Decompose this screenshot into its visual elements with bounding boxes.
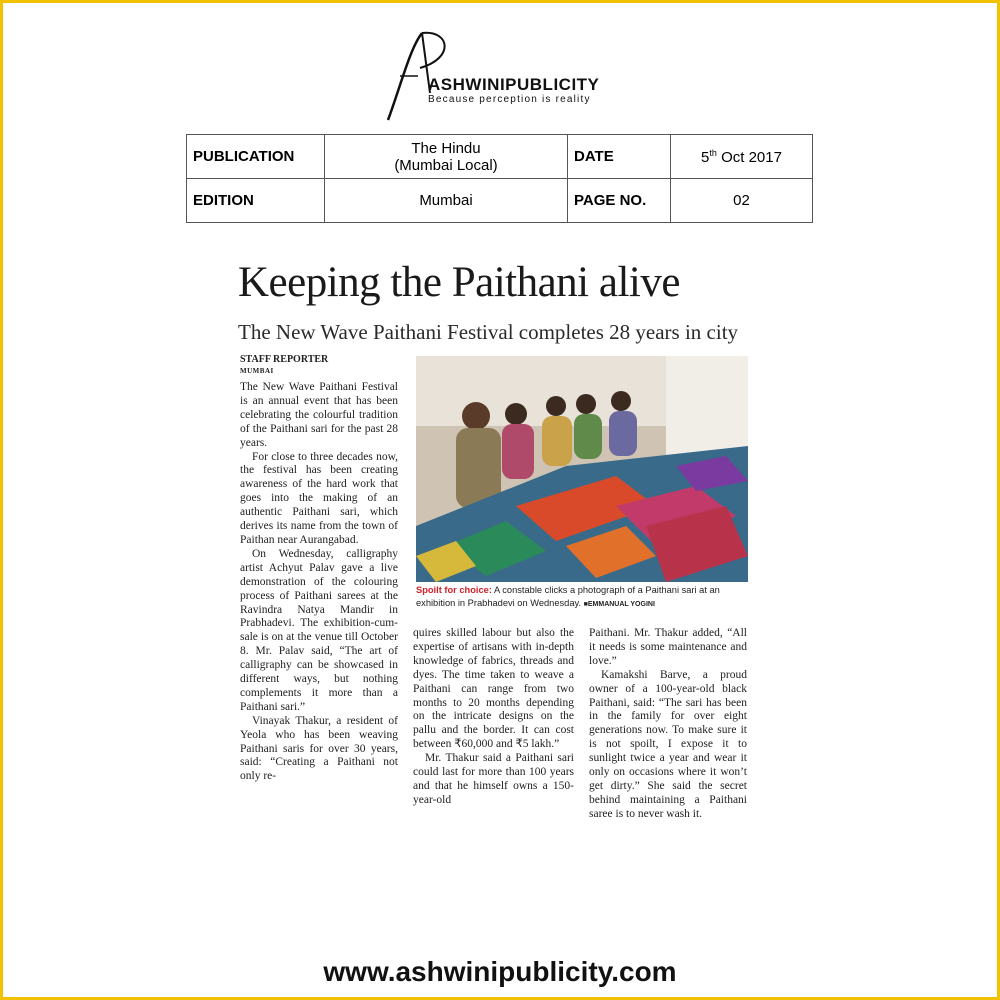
article-column-2 <box>413 627 574 808</box>
photo-credit: ■EMMANUAL YOGINI <box>583 600 655 608</box>
caption-lead: Spoilt for choice: <box>416 585 492 595</box>
publication-name: The Hindu <box>411 139 481 157</box>
paragraph: Vinayak Thakur, a resident of Yeola who has been weaving Paithani saris for over 30 years, said: “Creating a Paithani not only re- <box>240 714 398 783</box>
page-value: 02 <box>671 179 813 223</box>
paragraph: quires skilled labour but also the expertise of artisans with in-depth knowledge of fabrics, threads and dyes. The time taken to weave a Paithani can range from two months to 20 months depending on the intricate designs on the pallu and the border. It can cost between ₹60,000 and ₹5 lakh.” <box>413 627 574 751</box>
date-month-year: Oct 2017 <box>716 148 782 166</box>
date-suffix: th <box>709 147 717 158</box>
date-label: DATE <box>568 135 671 179</box>
publication-value <box>325 135 568 179</box>
website-url: www.ashwinipublicity.com <box>323 956 677 987</box>
paragraph: Paithani. Mr. Thakur added, “All it needs is some maintenance and love.” <box>589 627 747 667</box>
edition-label: EDITION <box>187 179 325 223</box>
paragraph: For close to three decades now, the festival has been creating awareness of the hard work that goes into the making of an authentic Paithani sari, which derives its name from the town of Paithan near Aurangabad. <box>240 450 398 546</box>
publication-info-table <box>186 134 813 223</box>
article-subhead: The New Wave Paithani Festival completes 28 years in city <box>238 320 739 344</box>
edition-value: Mumbai <box>325 179 568 223</box>
date-day: 5 <box>701 148 710 166</box>
page-label: PAGE NO. <box>568 179 671 223</box>
brand-name: ASHWINIPUBLICITY <box>428 75 600 94</box>
publication-label: PUBLICATION <box>187 135 325 179</box>
article-photo <box>416 356 748 582</box>
publication-local: (Mumbai Local) <box>394 156 498 174</box>
byline: STAFF REPORTER <box>240 354 329 365</box>
paragraph: On Wednesday, calligraphy artist Achyut Palav gave a live demonstration of the colouring process of Paithani sarees at the Ravindra Natya Mandir in Prabhadevi. The exhibition-cum-sale is on at the venue till October 8. Mr. Palav said, “The art of calligraphy can be showcased in different ways, but nothing complements it more than a Paithani sari.” <box>240 547 398 713</box>
article-column-3 <box>589 627 747 822</box>
paragraph: Mr. Thakur said a Paithani sari could last for more than 100 years and that he himself owns a 150-year-old <box>413 752 574 806</box>
caption-text: A constable clicks a photograph of a Paithani sari at an exhibition in Prabhadevi on Wednesday. <box>416 585 720 608</box>
article-column-1 <box>240 381 398 784</box>
paragraph: Kamakshi Barve, a proud owner of a 100-year-old black Paithani, said: “The sari has been in the family for over eight generations now. To make sure it is not spoilt, I expose it to sunlight twice a year and wear it only on occasions where it won’t get dirty.” She said the secret behind maintaining a Paithani saree is to never wash it. <box>589 668 747 820</box>
brand-tagline: Because perception is reality <box>428 94 591 105</box>
article-headline: Keeping the Paithani alive <box>238 259 680 306</box>
dateline: MUMBAI <box>240 367 274 375</box>
date-value <box>671 135 813 179</box>
paragraph: The New Wave Paithani Festival is an annual event that has been celebrating the colourful tradition of the Paithani sari for the past 28 years. <box>240 381 398 449</box>
photo-caption <box>416 584 752 611</box>
